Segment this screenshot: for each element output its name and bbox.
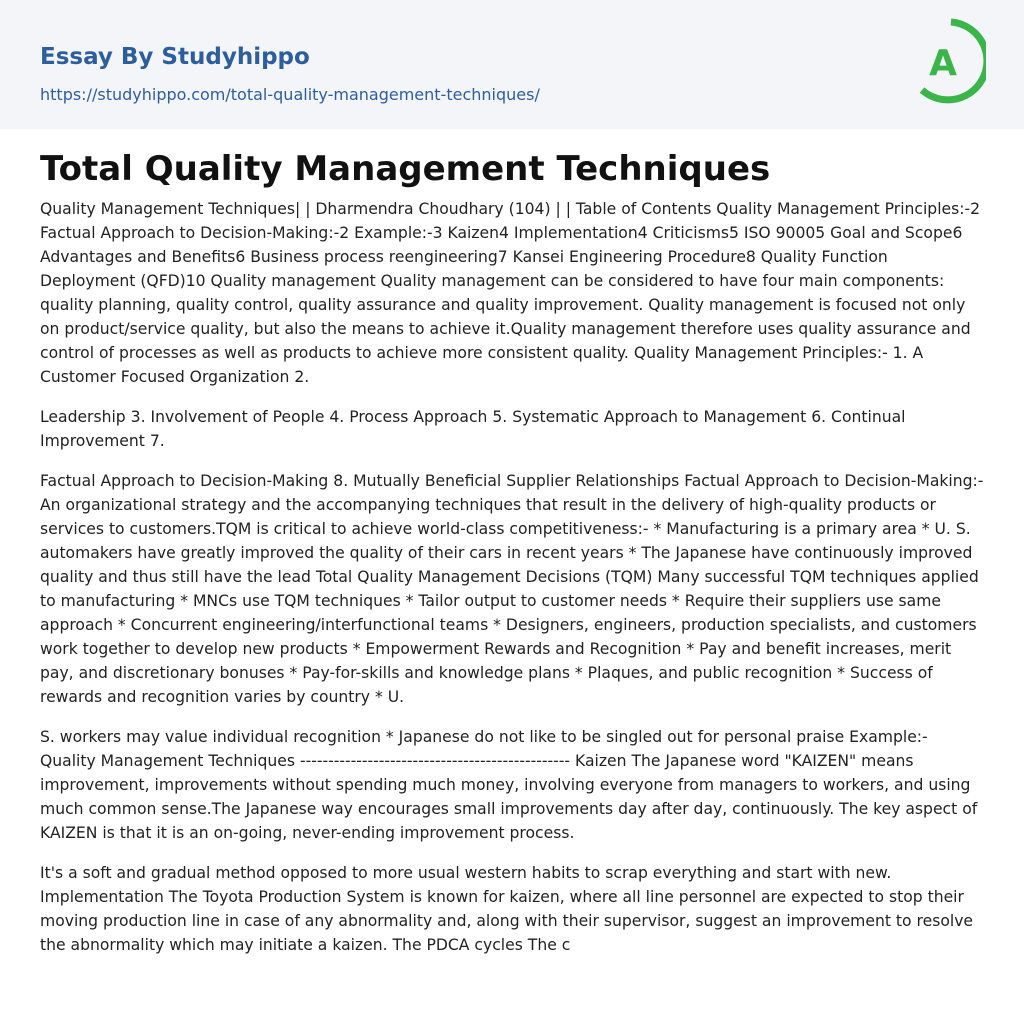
essay-paragraph-5: It's a soft and gradual method opposed to more usual western habits to scrap everything and start with new. Implementation The Toyota Production System is known for kaizen, where all line personnel are expected to stop their moving production line in case of any abnormality and, along with their supervisor, suggest an improvement to resolve the abnormality which may initiate a kaizen. The PDCA cycles The c [40, 864, 974, 954]
logo-letter: A [929, 43, 957, 84]
essay-title: Total Quality Management Techniques [40, 149, 771, 189]
site-header [0, 0, 1024, 129]
studyhippo-logo-icon[interactable] [916, 18, 986, 104]
site-brand: Essay By Studyhippo [40, 44, 310, 70]
essay-content [0, 147, 1024, 957]
essay-paragraph-1: Quality Management Techniques| | Dharmendra Choudhary (104) | | Table of Contents Quality Management Principles:-2 Factual Approach to Decision-Making:-2 Example:-3 Kaizen4 Implementation4 Criticisms5 ISO 90005 Goal and Scope6 Advantages and Benefits6 Business process reengineering7 Kansei Engineering Procedure8 Quality Function Deployment (QFD)10 Quality management Quality management can be considered to have four main components: quality planning, quality control, quality assurance and quality improvement. Quality management is focused not only on product/service quality, but also the means to achieve it.Quality management therefore uses quality assurance and control of processes as well as products to achieve more consistent quality. Quality Management Principles:- 1. A Customer Focused Organization 2. [40, 200, 981, 386]
essay-url-link[interactable]: https://studyhippo.com/total-quality-management-techniques/ [40, 85, 540, 104]
essay-paragraph-3: Factual Approach to Decision-Making 8. Mutually Beneficial Supplier Relationships Factual Approach to Decision-Making:- An organizational strategy and the accompanying techniques that result in the delivery of high-quality products or services to customers.TQM is critical to achieve world-class competitiveness:- * Manufacturing is a primary area * U. S. automakers have greatly improved the quality of their cars in recent years * The Japanese have continuously improved quality and thus still have the lead Total Quality Management Decisions (TQM) Many successful TQM techniques applied to manufacturing * MNCs use TQM techniques * Tailor output to customer needs * Require their suppliers use same approach * Concurrent engineering/interfunctional teams * Designers, engineers, production specialists, and customers work together to develop new products * Empowerment Rewards and Recognition * Pay and benefit increases, merit pay, and discretionary bonuses * Pay-for-skills and knowledge plans * Plaques, and public recognition * Success of rewards and recognition varies by country * U. [40, 472, 984, 706]
essay-paragraph-4: S. workers may value individual recognition * Japanese do not like to be singled out for personal praise Example:- Quality Management Techniques ------------------------------------------------ Kaizen The Japanese word "KAIZEN" means improvement, improvements without spending much money, involving everyone from managers to workers, and using much common sense.The Japanese way encourages small improvements day after day, continuously. The key aspect of KAIZEN is that it is an on-going, never-ending improvement process. [40, 728, 978, 842]
essay-paragraph-2: Leadership 3. Involvement of People 4. Process Approach 5. Systematic Approach to Management 6. Continual Improvement 7. [40, 408, 906, 450]
